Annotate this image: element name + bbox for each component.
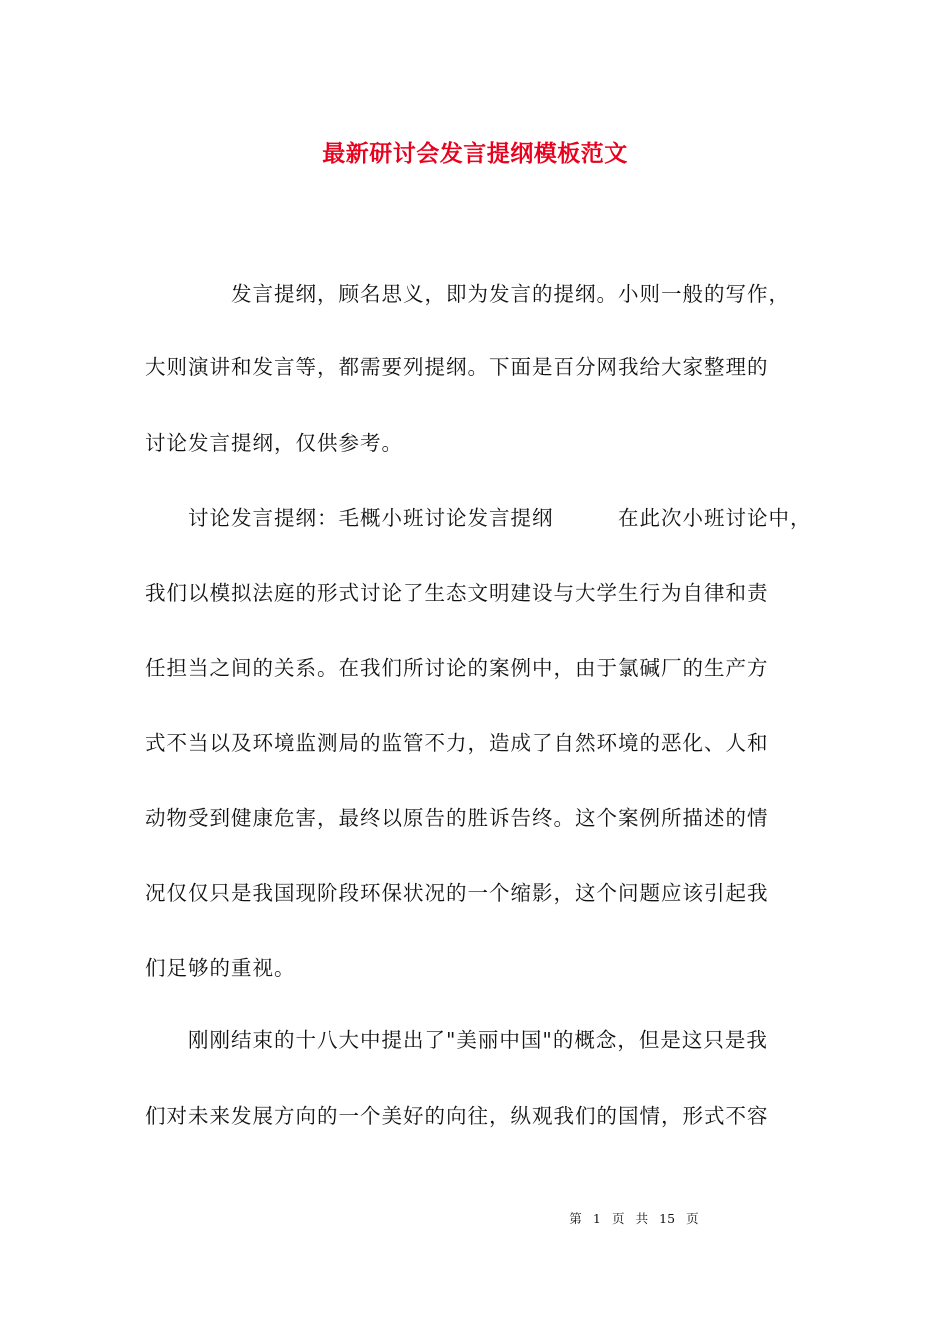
body-line-2: 大则演讲和发言等，都需要列提纲。下面是百分网我给大家整理的 (145, 355, 769, 379)
body-line-6: 任担当之间的关系。在我们所讨论的案例中，由于氯碱厂的生产方 (145, 656, 769, 680)
body-line-9: 况仅仅只是我国现阶段环保状况的一个缩影，这个问题应该引起我 (145, 881, 769, 905)
body-line-4: 讨论发言提纲：毛概小班讨论发言提纲 在此次小班讨论中， (145, 506, 812, 530)
body-line-12: 们对未来发展方向的一个美好的向往，纵观我们的国情，形式不容 (145, 1104, 769, 1128)
body-line-3: 讨论发言提纲，仅供参考。 (145, 431, 403, 455)
footer-page-label: 第 (569, 1211, 582, 1226)
body-line-8: 动物受到健康危害，最终以原告的胜诉告终。这个案例所描述的情 (145, 806, 769, 830)
body-line-1: 发言提纲，顾名思义，即为发言的提纲。小则一般的写作， (145, 282, 790, 306)
body-line-5: 我们以模拟法庭的形式讨论了生态文明建设与大学生行为自律和责 (145, 581, 769, 605)
body-line-10: 们足够的重视。 (145, 956, 296, 980)
body-line-7: 式不当以及环境监测局的监管不力，造成了自然环境的恶化、人和 (145, 731, 769, 755)
footer-total-pages: 15 (659, 1211, 676, 1226)
footer-page-label: 页 (686, 1211, 699, 1226)
document-title: 最新研讨会发言提纲模板范文 (322, 140, 628, 167)
footer-total-label: 共 (635, 1211, 649, 1226)
body-line-11: 刚刚结束的十八大中提出了"美丽中国"的概念，但是这只是我 (145, 1028, 768, 1052)
page-footer (0, 1208, 950, 1229)
footer-current-page: 1 (592, 1211, 601, 1226)
footer-page-label: 页 (611, 1211, 625, 1226)
